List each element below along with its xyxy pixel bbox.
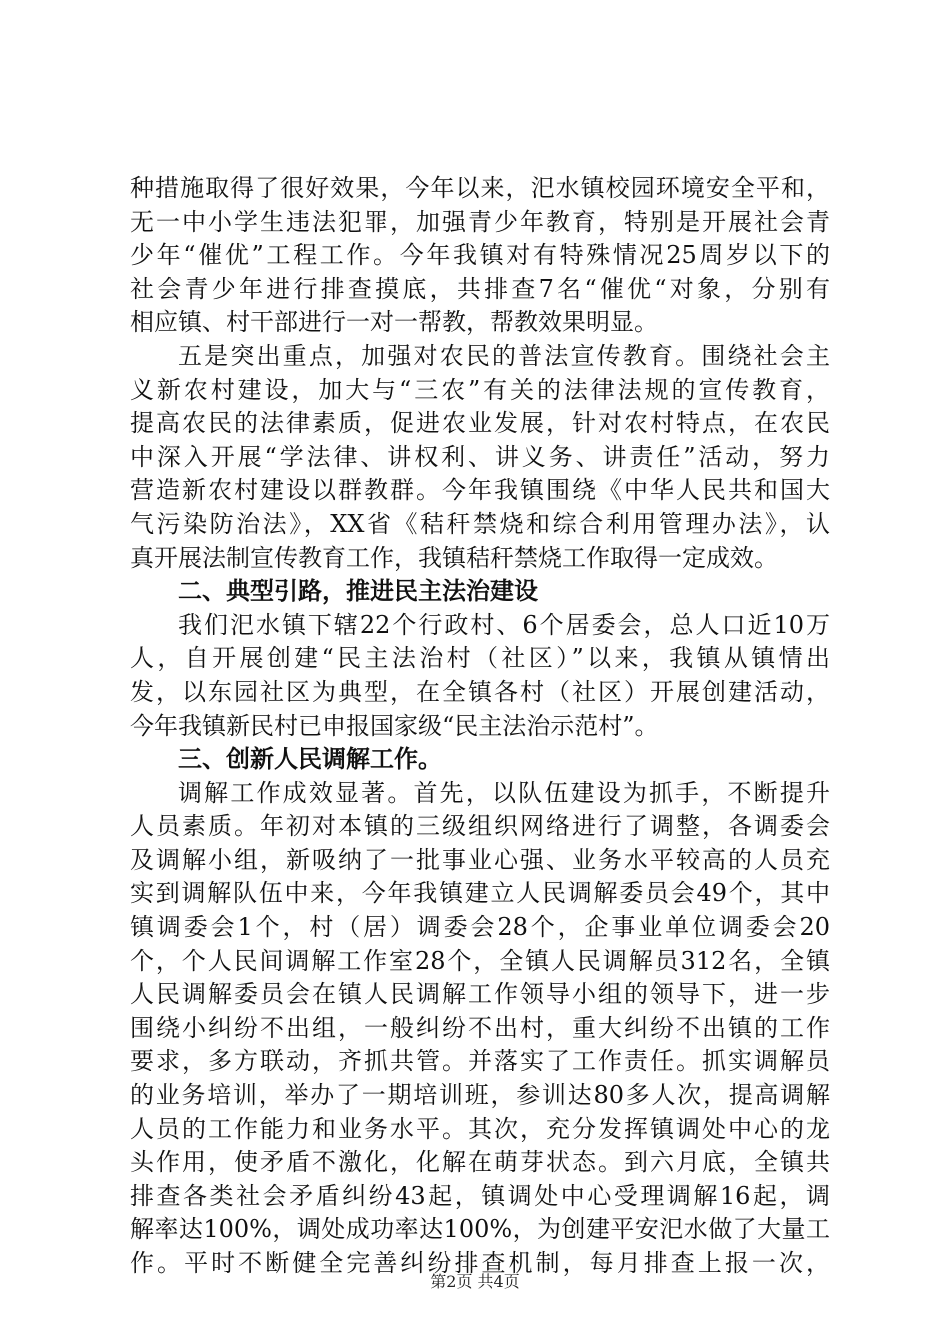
text-line: 实到调解队伍中来，今年我镇建立人民调解委员会49个，其中 [130, 879, 830, 908]
text-line: 营造新农村建设以群教群。今年我镇围绕《中华人民共和国大 [130, 476, 830, 505]
text-line: 作。平时不断健全完善纠纷排查机制，每月排查上报一次， [130, 1249, 830, 1277]
section-heading: 二、典型引路，推进民主法治建设 [178, 577, 538, 606]
text-line: 相应镇、村干部进行一对一帮教，帮教效果明显。 [130, 308, 658, 337]
text-line: 发，以东园社区为典型，在全镇各村（社区）开展创建活动， [130, 677, 830, 706]
text-line: 的业务培训，举办了一期培训班，参训达80多人次，提高调解 [130, 1081, 830, 1110]
text-line: 人员素质。年初对本镇的三级组织网络进行了调整，各调委会 [130, 812, 830, 841]
text-line: 及调解小组，新吸纳了一批事业心强、业务水平较高的人员充 [130, 845, 830, 874]
text-line: 解率达100%，调处成功率达100%，为创建平安汜水做了大量工 [130, 1215, 830, 1244]
page-number-footer: 第2页 共4页 [430, 1272, 520, 1291]
text-line: 人员的工作能力和业务水平。其次，充分发挥镇调处中心的龙 [130, 1114, 830, 1143]
text-line: 义新农村建设，加大与“三农”有关的法律法规的宣传教育， [130, 375, 830, 404]
text-line: 提高农民的法律素质，促进农业发展，针对农村特点，在农民 [130, 409, 830, 438]
text-line: 真开展法制宣传教育工作，我镇秸秆禁烧工作取得一定成效。 [130, 543, 778, 572]
text-line: 少年“催优”工程工作。今年我镇对有特殊情况25周岁以下的 [130, 241, 830, 270]
document-body [130, 172, 830, 1281]
text-line: 要求，多方联动，齐抓共管。并落实了工作责任。抓实调解员 [130, 1047, 830, 1076]
text-line: 气污染防治法》，XX省《秸秆禁烧和综合利用管理办法》，认 [130, 509, 830, 538]
text-line: 社会青少年进行排查摸底，共排查7名“催优“对象，分别有 [130, 274, 830, 303]
text-line: 种措施取得了很好效果，今年以来，汜水镇校园环境安全平和， [130, 174, 830, 202]
text-line: 人民调解委员会在镇人民调解工作领导小组的领导下，进一步 [130, 980, 830, 1009]
text-line: 今年我镇新民村已申报国家级“民主法治示范村”。 [130, 711, 659, 740]
text-line: 围绕小纠纷不出组，一般纠纷不出村，重大纠纷不出镇的工作 [130, 1013, 830, 1042]
section-heading: 三、创新人民调解工作。 [178, 745, 442, 774]
text-line: 调解工作成效显著。首先，以队伍建设为抓手，不断提升 [178, 778, 830, 807]
text-line: 五是突出重点，加强对农民的普法宣传教育。围绕社会主 [178, 341, 830, 370]
text-line: 个，个人民间调解工作室28个，全镇人民调解员312名，全镇 [130, 946, 830, 975]
text-line: 头作用，使矛盾不激化，化解在萌芽状态。到六月底，全镇共 [130, 1148, 830, 1177]
text-line: 无一中小学生违法犯罪，加强青少年教育，特别是开展社会青 [130, 207, 830, 236]
text-line: 我们汜水镇下辖22个行政村、6个居委会，总人口近10万 [178, 610, 830, 639]
text-line: 镇调委会1个，村（居）调委会28个，企事业单位调委会20 [130, 913, 830, 942]
text-line: 排查各类社会矛盾纠纷43起，镇调处中心受理调解16起，调 [130, 1181, 830, 1210]
text-line: 中深入开展“学法律、讲权利、讲义务、讲责任”活动，努力 [130, 442, 830, 471]
text-line: 人，自开展创建“民主法治村（社区）”以来，我镇从镇情出 [130, 644, 830, 673]
